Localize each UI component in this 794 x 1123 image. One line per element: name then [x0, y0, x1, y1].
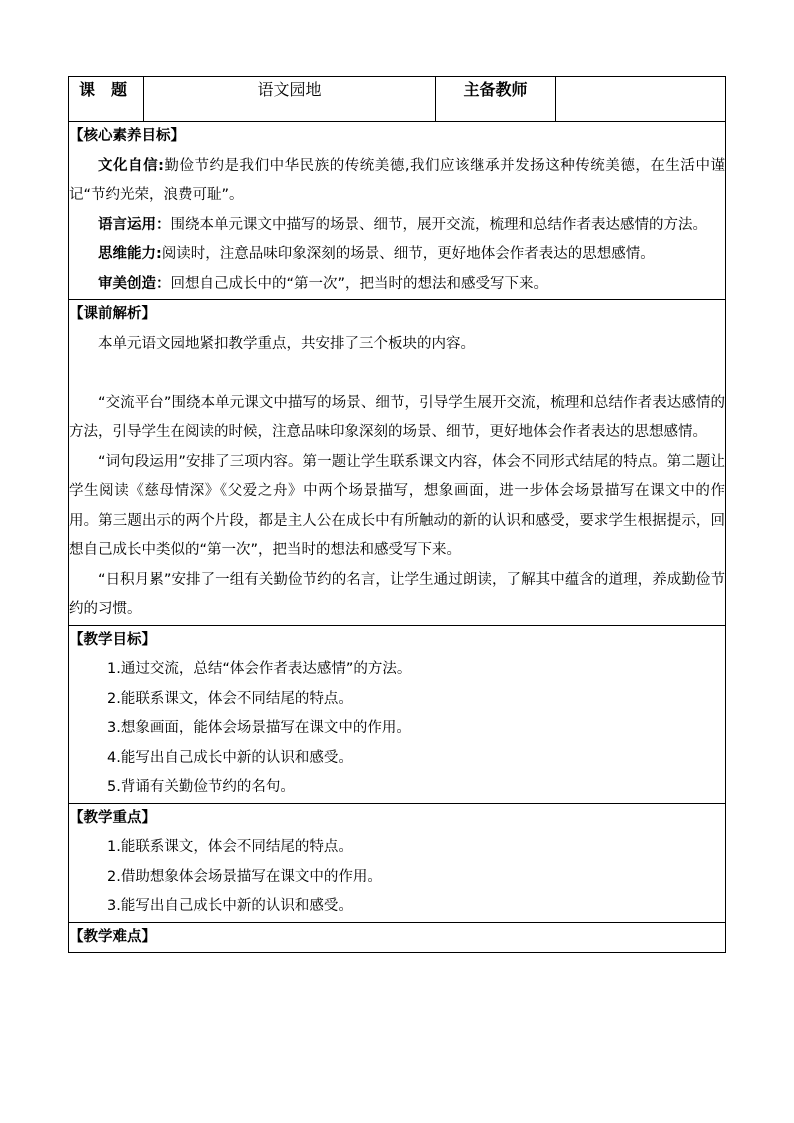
objective-item: 3.想象画面，能体会场景描写在课文中的作用。 [107, 720, 411, 736]
key-points-title: 【教学重点】 [69, 809, 156, 826]
core-goals-title: 【核心素养目标】 [69, 128, 185, 144]
goal-text: 阅读时，注意品味印象深刻的场景、细节，更好地体会作者表达的思想感情。 [161, 246, 655, 262]
objective-item: 2.能联系课文，体会不同结尾的特点。 [107, 690, 353, 707]
analysis-paragraph: “日积月累”安排了一组有关勤俭节约的名言，让学生通过朗读，了解其中蕴含的道理，养成勤俭节约的习惯。 [69, 571, 725, 617]
key-points-section [69, 803, 726, 922]
goal-label: 审美创造： [98, 275, 171, 292]
analysis-paragraph: “词句段运用”安排了三项内容。第一题让学生联系课文内容，体会不同形式结尾的特点。第二题让学生阅读《慈母情深》《父爱之舟》中两个场景描写，想象画面，进一步体会场景描写在课文中的作用。第三题出示的两个片段，都是主人公在成长中有所触动的新的认识和感受，要求学生根据提示，回想自己成长中类似的“第一次”，把当时的想法和感受写下来。 [69, 453, 725, 558]
blank-line [69, 359, 725, 389]
goal-text: 回想自己成长中的“第一次”，把当时的想法和感受写下来。 [170, 275, 549, 292]
header-row [69, 77, 726, 122]
objective-item: 1.通过交流，总结“体会作者表达感情”的方法。 [107, 661, 412, 677]
key-points-row [69, 803, 726, 922]
goal-item [69, 240, 725, 270]
key-point-item: 2.借助想象体会场景描写在课文中的作用。 [107, 868, 382, 885]
goal-item [69, 270, 725, 300]
analysis-intro: 本单元语文园地紧扣教学重点，共安排了三个板块的内容。 [98, 335, 475, 352]
goal-text: 勤俭节约是我们中华民族的传统美德,我们应该继承并发扬这种传统美德，在生活中谨记“节约光荣，浪费可耻”。 [69, 157, 725, 203]
lesson-plan-document [68, 76, 725, 953]
goal-label: 语言运用： [98, 216, 171, 233]
teacher-value [556, 77, 726, 122]
analysis-row [69, 300, 726, 626]
objectives-title: 【教学目标】 [69, 631, 156, 648]
topic-value: 语文园地 [144, 77, 436, 122]
goal-label: 文化自信: [98, 157, 164, 174]
lesson-plan-table [68, 76, 726, 953]
goal-label: 思维能力: [98, 246, 162, 262]
core-goals-section [69, 122, 726, 300]
objectives-section [69, 625, 726, 803]
difficulties-title: 【教学难点】 [69, 928, 156, 945]
difficulties-section [69, 922, 726, 953]
core-goals-row [69, 122, 726, 300]
topic-label: 课 题 [69, 77, 144, 122]
objectives-row [69, 625, 726, 803]
key-point-item: 3.能写出自己成长中新的认识和感受。 [107, 898, 353, 914]
difficulties-row [69, 922, 726, 953]
key-point-item: 1.能联系课文，体会不同结尾的特点。 [107, 839, 353, 855]
objective-item: 5.背诵有关勤俭节约的名句。 [107, 779, 295, 795]
analysis-section [69, 300, 726, 626]
goal-item [69, 152, 725, 211]
analysis-paragraph: “交流平台”围绕本单元课文中描写的场景、细节，引导学生展开交流，梳理和总结作者表达感情的方法，引导学生在阅读的时候，注意品味印象深刻的场景、细节，更好地体会作者表达的思想感情。 [69, 394, 725, 440]
objective-item: 4.能写出自己成长中新的认识和感受。 [107, 749, 353, 766]
analysis-title: 【课前解析】 [69, 306, 156, 322]
teacher-label: 主备教师 [436, 77, 556, 122]
goal-text: 围绕本单元课文中描写的场景、细节，展开交流，梳理和总结作者表达感情的方法。 [170, 216, 707, 233]
goal-item [69, 211, 725, 241]
